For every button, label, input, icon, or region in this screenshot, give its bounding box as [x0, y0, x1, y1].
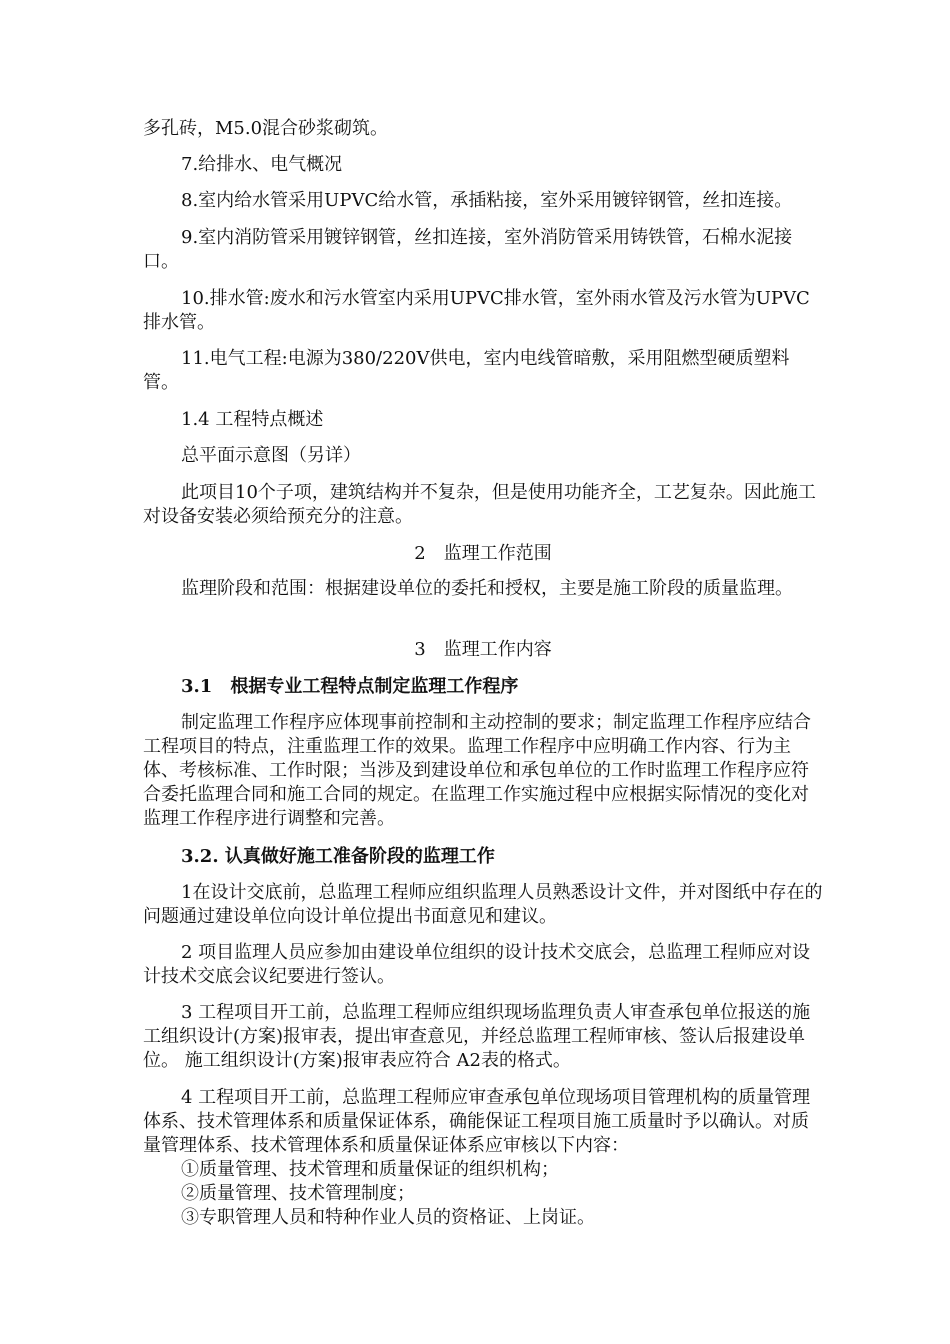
item-10-drainage: 10.排水管:废水和污水管室内采用UPVC排水管，室外雨水管及污水管为UPVC排水管。: [143, 288, 810, 333]
section-3-1-heading: 3.1 根据专业工程特点制定监理工作程序: [181, 676, 519, 697]
item-9-fire-pipe: 9.室内消防管采用镀锌钢管，丝扣连接，室外消防管采用铸铁管，石棉水泥接口。: [143, 227, 793, 272]
paragraph-wall-material: 多孔砖，M5.0混合砂浆砌筑。: [143, 118, 389, 139]
review-item-1: ①质量管理、技术管理和质量保证的组织机构；: [181, 1159, 559, 1180]
item-11-electrical: 11.电气工程:电源为380/220V供电，室内电线管暗敷，采用阻燃型硬质塑料管。: [143, 348, 790, 393]
review-item-2: ②质量管理、技术管理制度；: [181, 1183, 415, 1204]
section-3-2-heading: 3.2. 认真做好施工准备阶段的监理工作: [181, 846, 495, 867]
project-features-paragraph: 此项目10个子项，建筑结构并不复杂，但是使用功能齐全，工艺复杂。因此施工对设备安装必须给预充分的注意。: [143, 482, 816, 527]
review-item-3: ③专职管理人员和特种作业人员的资格证、上岗证。: [181, 1207, 595, 1228]
item-7-heading: 7.给排水、电气概况: [181, 154, 343, 175]
prep-item-3: 3 工程项目开工前，总监理工程师应组织现场监理负责人审查承包单位报送的施工组织设计(方案)报审表，提出审查意见，并经总监理工程师审核、签认后报建设单位。 施工组织设计(方案)报审表应符合 A2表的格式。: [143, 1002, 811, 1071]
scope-paragraph: 监理阶段和范围：根据建设单位的委托和授权，主要是施工阶段的质量监理。: [181, 578, 793, 599]
prep-item-4: 4 工程项目开工前，总监理工程师应审查承包单位现场项目管理机构的质量管理体系、技术管理体系和质量保证体系，确能保证工程项目施工质量时予以确认。对质量管理体系、技术管理体系和质量保证体系应审核以下内容：: [143, 1087, 811, 1156]
prep-item-1: 1在设计交底前，总监理工程师应组织监理人员熟悉设计文件，并对图纸中存在的问题通过建设单位向设计单位提出书面意见和建议。: [143, 882, 823, 927]
section-3-heading: 3 监理工作内容: [414, 639, 552, 660]
section-2-heading: 2 监理工作范围: [414, 543, 552, 564]
item-8-water-supply: 8.室内给水管采用UPVC给水管，承插粘接，室外采用镀锌钢管，丝扣连接。: [181, 190, 793, 211]
prep-item-2: 2 项目监理人员应参加由建设单位组织的设计技术交底会，总监理工程师应对设计技术交底会议纪要进行签认。: [143, 942, 811, 987]
site-plan-note: 总平面示意图（另详）: [181, 445, 361, 466]
section-1-4-heading: 1.4 工程特点概述: [181, 409, 324, 430]
procedure-paragraph: 制定监理工作程序应体现事前控制和主动控制的要求；制定监理工作程序应结合工程项目的特点，注重监理工作的效果。监理工作程序中应明确工作内容、行为主体、考核标准、工作时限；当涉及到建设单位和承包单位的工作时监理工作程序应符合委托监理合同和施工合同的规定。在监理工作实施过程中应根据实际情况的变化对监理工作程序进行调整和完善。: [143, 712, 811, 829]
